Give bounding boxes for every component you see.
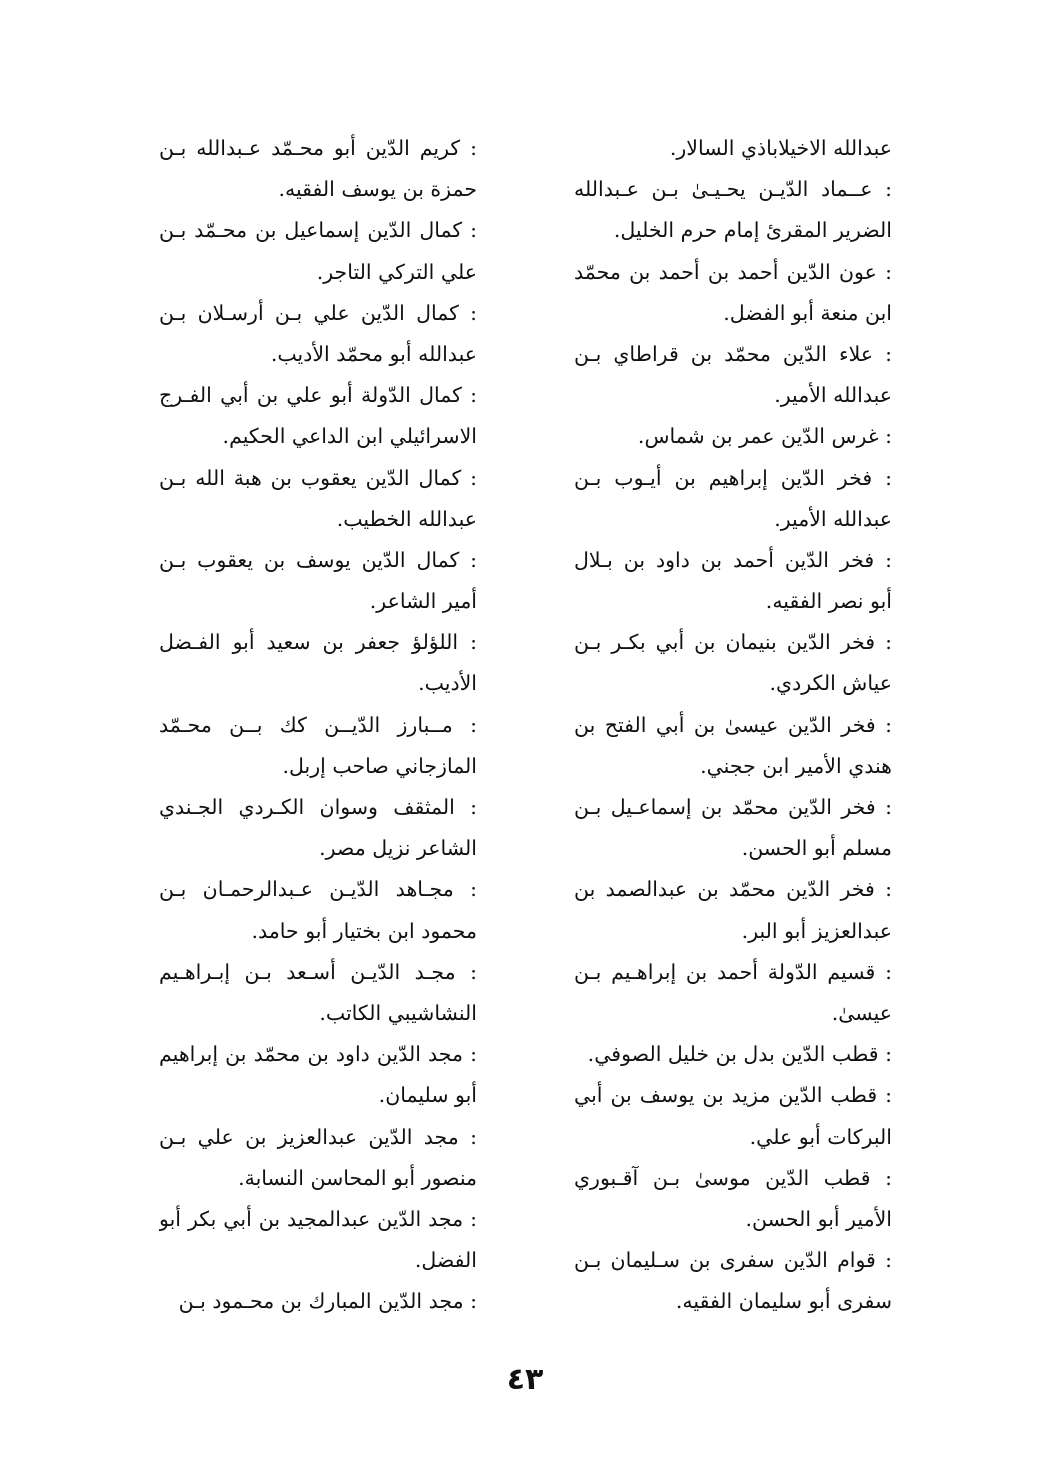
name-entry bbox=[159, 869, 477, 951]
entry-continuation-line: علي التركي التاجر. bbox=[316, 259, 477, 284]
entry-continuation-line: عبدالعزيز أبو البر. bbox=[741, 918, 892, 943]
entry-continuation-line: عبدالله أبو محمّد الأديب. bbox=[270, 341, 477, 366]
entry-continuation-line: عبدالله الأمير. bbox=[774, 506, 892, 531]
name-entry bbox=[159, 293, 477, 375]
page-number: ٤٣ bbox=[506, 1362, 544, 1397]
name-entry bbox=[159, 952, 477, 1034]
entry-line: : كمال الدّين علي بـن أرسـلان بـن bbox=[159, 300, 477, 325]
name-entry bbox=[574, 1158, 892, 1240]
entry-continuation-line: الأديب. bbox=[418, 671, 477, 696]
entry-line: : علاء الدّين محمّد بن قراطاي بـن bbox=[574, 341, 892, 366]
entry-continuation-line: عبدالله الخطيب. bbox=[336, 506, 477, 531]
name-entry bbox=[574, 416, 892, 457]
entry-continuation-line: الاسرائيلي ابن الداعي الحكيم. bbox=[222, 424, 477, 449]
name-entry bbox=[574, 252, 892, 334]
entry-continuation-line: ابن منعة أبو الفضل. bbox=[723, 300, 892, 325]
entry-line: : فخر الدّين محمّد بن إسماعـيل بـن bbox=[574, 795, 892, 819]
name-entry bbox=[574, 458, 892, 540]
name-entry bbox=[574, 869, 892, 951]
entry-line: : قوام الدّين سفرى بن سـليمان بـن bbox=[574, 1248, 892, 1273]
entry-line: : قسيم الدّولة أحمد بن إبراهـيم بـن bbox=[574, 959, 892, 984]
entry-line: : فخر الدّين أحمد بن داود بن بـلال bbox=[574, 547, 892, 572]
entry-line: : قطب الدّين بدل بن خليل الصوفي. bbox=[587, 1042, 892, 1067]
entry-continuation-line: منصور أبو المحاسن النسابة. bbox=[238, 1165, 477, 1190]
entry-line: : مجد الدّين عبدالمجيد بن أبي بكر أبو bbox=[159, 1206, 477, 1231]
name-entry bbox=[159, 540, 477, 622]
entry-line: : كمال الدّولة أبو علي بن أبي الفـرج bbox=[159, 383, 477, 408]
entry-continuation-line: أبو نصر الفقيه. bbox=[765, 589, 892, 614]
right-column bbox=[574, 128, 892, 1322]
entry-line: : مجـد الدّيـن أسـعد بـن إبـراهـيم bbox=[159, 959, 477, 984]
entry-line: : فخر الدّين بنيمان بن أبي بكـر بـن bbox=[574, 630, 892, 655]
name-entry bbox=[159, 1199, 477, 1281]
entry-line: : فخر الدّين عيسىٰ بن أبي الفتح بن bbox=[574, 712, 892, 737]
entry-continuation-line: محمود ابن بختيار أبو حامد. bbox=[251, 918, 477, 943]
name-entry bbox=[574, 622, 892, 704]
entry-continuation-line: هندي الأمير ابن ججني. bbox=[700, 753, 892, 778]
entry-line: : مجد الدّين المبارك بن محـمود بـن bbox=[178, 1289, 477, 1314]
name-entry bbox=[574, 1240, 892, 1322]
entry-line: : عــماد الدّيـن يحـيـىٰ بـن عـبدالله bbox=[574, 177, 892, 202]
name-entry bbox=[159, 375, 477, 457]
entry-continuation-line: الفضل. bbox=[414, 1248, 477, 1273]
entry-line: : قطب الدّين موسىٰ بـن آقـبوري bbox=[574, 1165, 892, 1190]
entry-line: : قطب الدّين مزيد بن يوسف بن أبي bbox=[574, 1083, 892, 1108]
name-entry bbox=[574, 1034, 892, 1075]
entry-continuation-line: عبدالله الأمير. bbox=[774, 383, 892, 408]
entry-continuation-line: أمير الشاعر. bbox=[369, 589, 477, 614]
entry-continuation-line: الضرير المقرئ إمام حرم الخليل. bbox=[613, 218, 892, 243]
entry-continuation-line: أبو سليمان. bbox=[378, 1083, 477, 1108]
entry-continuation-line: الشاعر نزيل مصر. bbox=[319, 836, 477, 861]
name-entry bbox=[574, 952, 892, 1034]
name-entry bbox=[574, 334, 892, 416]
entry-line: : مجد الدّين عبدالعزيز بن علي بـن bbox=[159, 1124, 477, 1149]
name-entry bbox=[574, 787, 892, 869]
entry-line: : عون الدّين أحمد بن أحمد بن محمّد bbox=[574, 259, 892, 284]
entry-line: : كمال الدّين يعقوب بن هبة الله بـن bbox=[159, 465, 477, 490]
name-entry bbox=[574, 169, 892, 251]
entry-continuation-line: حمزة بن يوسف الفقيه. bbox=[278, 177, 477, 202]
entry-line: : كمال الدّين إسماعيل بن محـمّد بـن bbox=[159, 218, 477, 243]
entry-line: : اللؤلؤ جعفر بن سعيد أبو الفـضل bbox=[159, 630, 477, 655]
name-entry bbox=[159, 705, 477, 787]
entry-line: : مجد الدّين داود بن محمّد بن إبراهيم bbox=[159, 1042, 477, 1067]
entry-continuation-line: مسلم أبو الحسن. bbox=[741, 836, 892, 861]
entry-line: عبدالله الاخيلاباذي السالار. bbox=[669, 136, 892, 160]
entry-continuation-line: النشاشيبي الكاتب. bbox=[319, 1000, 477, 1025]
entry-continuation-line: سفرى أبو سليمان الفقيه. bbox=[675, 1289, 892, 1314]
entry-continuation-line: عياش الكردي. bbox=[769, 671, 892, 696]
entry-line: : غرس الدّين عمر بن شماس. bbox=[637, 424, 892, 449]
entry-continuation-line: المازجاني صاحب إربل. bbox=[282, 753, 477, 778]
entry-line: : فخر الدّين إبراهيم بن أيـوب بـن bbox=[574, 465, 892, 490]
name-entry bbox=[574, 705, 892, 787]
entry-line: : فخر الدّين محمّد بن عبدالصمد بن bbox=[574, 877, 892, 902]
name-entry bbox=[574, 1075, 892, 1157]
entry-line: : المثقف وسوان الكـردي الجـندي bbox=[159, 795, 477, 819]
entry-continuation-line: البركات أبو علي. bbox=[749, 1124, 892, 1149]
entry-continuation-line: عيسىٰ. bbox=[831, 1000, 892, 1025]
name-entry bbox=[159, 1034, 477, 1116]
name-entry bbox=[159, 787, 477, 869]
name-entry bbox=[159, 1117, 477, 1199]
entry-continuation-line: الأمير أبو الحسن. bbox=[745, 1206, 892, 1231]
name-entry bbox=[159, 1281, 477, 1322]
name-entry bbox=[159, 622, 477, 704]
left-column bbox=[159, 128, 477, 1322]
name-entry bbox=[159, 458, 477, 540]
name-entry bbox=[574, 540, 892, 622]
entry-line: : مــبارز الدّيــن كك بــن محـمّد bbox=[159, 712, 477, 737]
entry-line: : مجـاهد الدّيـن عـبدالرحمـان بـن bbox=[159, 877, 477, 902]
name-entry bbox=[159, 210, 477, 292]
name-entry bbox=[159, 128, 477, 210]
entry-line: : كمال الدّين يوسف بن يعقوب بـن bbox=[159, 547, 477, 572]
name-entry bbox=[574, 128, 892, 169]
entry-line: : كريم الدّين أبو محـمّد عـبدالله بـن bbox=[159, 136, 477, 160]
